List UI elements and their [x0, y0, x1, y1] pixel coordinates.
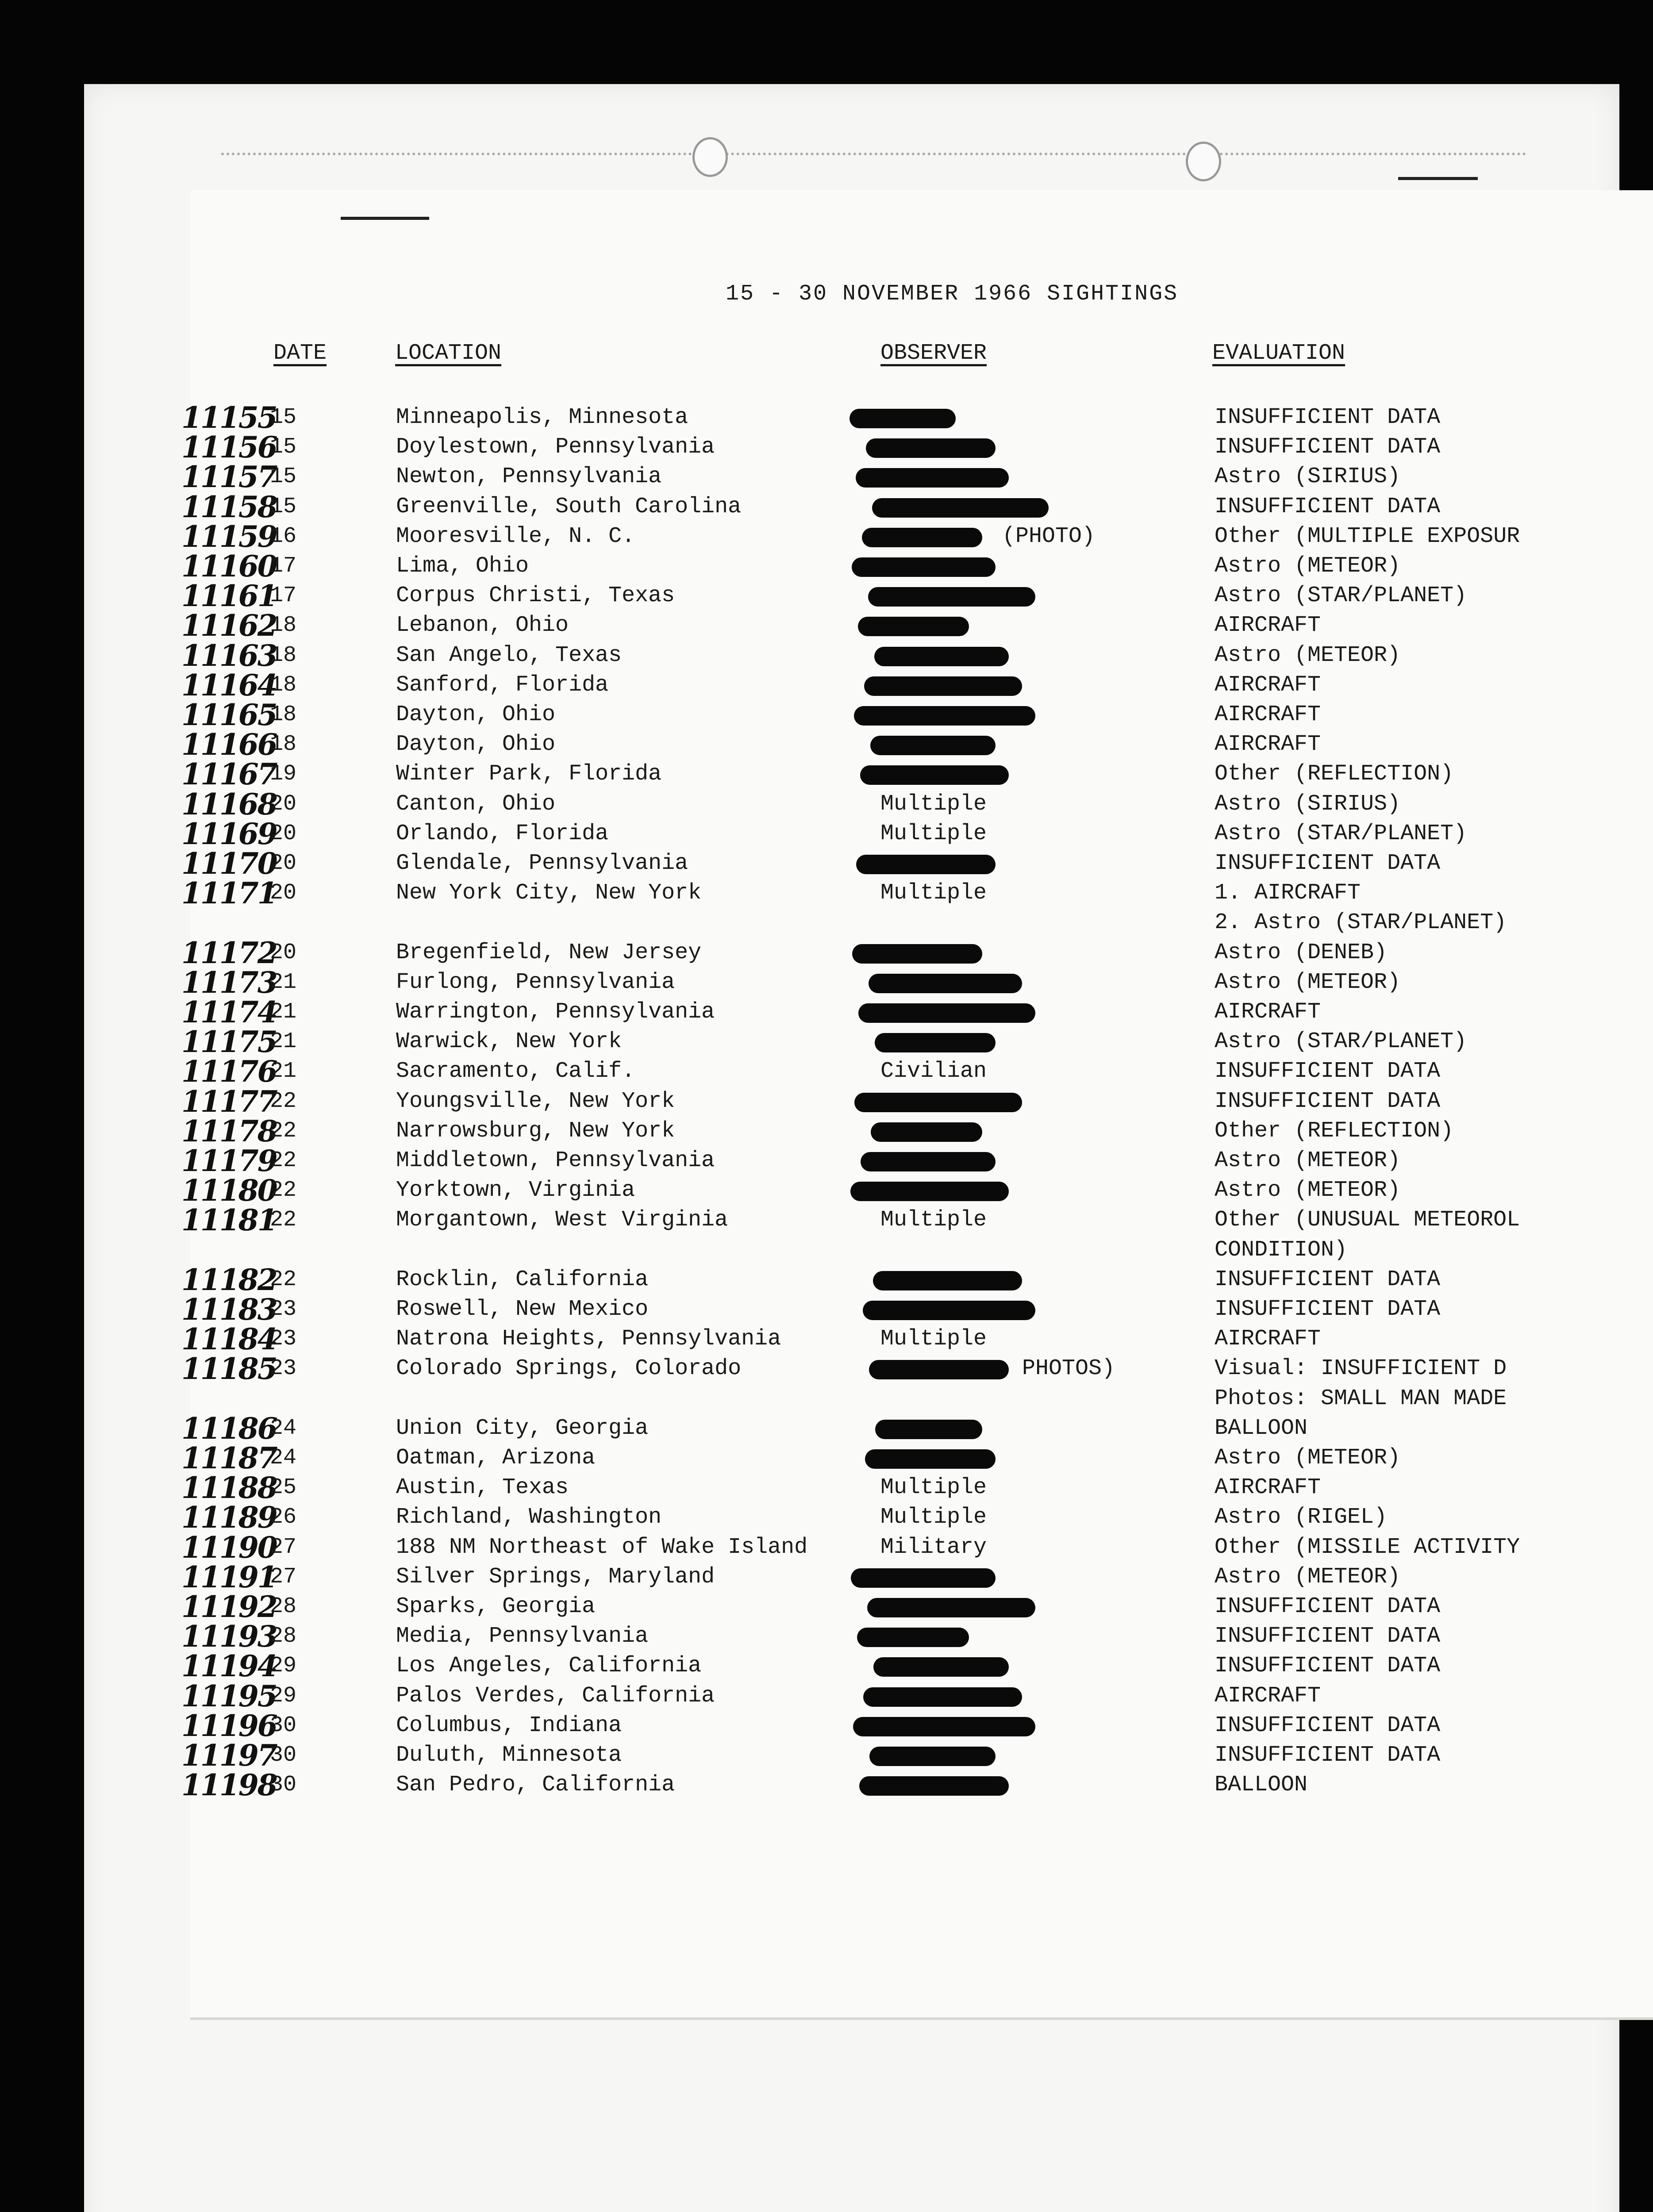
table-row	[0, 1294, 1653, 1325]
evaluation-cell: 2. Astro (STAR/PLANET)	[1215, 910, 1507, 936]
location-cell: Colorado Springs, Colorado	[396, 1356, 742, 1382]
redaction-bar	[861, 1152, 996, 1171]
date-day: 15	[270, 494, 297, 519]
case-number: 11176	[181, 1054, 277, 1089]
location-cell: 188 NM Northeast of Wake Island	[396, 1534, 808, 1560]
evaluation-cell: Photos: SMALL MAN MADE	[1215, 1386, 1507, 1411]
table-row	[0, 549, 1653, 584]
redaction-bar	[866, 438, 996, 458]
case-number: 11169	[181, 816, 277, 851]
case-number: 11197	[181, 1738, 277, 1773]
redaction-bar	[850, 409, 956, 428]
table-row	[0, 460, 1653, 495]
date-day: 22	[270, 1148, 297, 1173]
location-cell: Silver Springs, Maryland	[396, 1564, 715, 1590]
location-cell: Columbus, Indiana	[396, 1713, 622, 1738]
redaction-bar	[875, 1033, 996, 1052]
evaluation-cell: Astro (METEOR)	[1215, 969, 1401, 995]
evaluation-cell: INSUFFICIENT DATA	[1215, 1267, 1441, 1292]
table-row	[0, 1146, 1653, 1176]
location-cell: Rocklin, California	[396, 1267, 649, 1292]
table-row	[0, 489, 1653, 524]
observer-cell: Multiple	[880, 821, 987, 846]
date-day: 18	[270, 702, 297, 727]
observer-cell: Multiple	[880, 880, 987, 906]
location-cell: Lebanon, Ohio	[396, 613, 569, 638]
redaction-bar	[851, 1568, 996, 1588]
evaluation-cell: INSUFFICIENT DATA	[1215, 405, 1441, 430]
case-number: 11157	[181, 460, 277, 495]
redaction-bar	[871, 1122, 982, 1142]
evaluation-cell: INSUFFICIENT DATA	[1215, 851, 1441, 876]
date-day: 18	[270, 732, 297, 757]
perforation-line	[221, 153, 1526, 155]
date-day: 20	[270, 851, 297, 876]
table-row	[0, 908, 1653, 938]
case-number: 11192	[181, 1590, 277, 1624]
redaction-bar	[863, 1301, 1035, 1320]
evaluation-cell: CONDITION)	[1215, 1237, 1348, 1263]
redaction-bar	[856, 855, 996, 874]
binder-hole-right	[1186, 142, 1221, 181]
case-number: 11161	[181, 579, 277, 614]
observer-cell: Multiple	[880, 1326, 987, 1352]
case-number: 11178	[181, 1114, 277, 1148]
case-number: 11158	[181, 489, 277, 524]
case-number: 11184	[181, 1322, 277, 1357]
evaluation-cell: INSUFFICIENT DATA	[1215, 1088, 1441, 1114]
evaluation-cell: AIRCRAFT	[1215, 1475, 1321, 1501]
evaluation-cell: INSUFFICIENT DATA	[1215, 1594, 1441, 1619]
table-row	[0, 787, 1653, 822]
table-row	[0, 1649, 1653, 1684]
date-day: 30	[270, 1713, 297, 1738]
location-cell: New York City, New York	[396, 880, 702, 906]
table-row	[0, 935, 1653, 970]
evaluation-cell: Astro (SIRIUS)	[1215, 791, 1401, 817]
location-cell: Dayton, Ohio	[396, 702, 556, 727]
evaluation-cell: Other (MISSILE ACTIVITY	[1215, 1534, 1520, 1560]
evaluation-cell: Astro (DENEB)	[1215, 940, 1388, 965]
case-number: 11191	[181, 1559, 277, 1594]
redaction-bar	[852, 557, 996, 577]
evaluation-cell: INSUFFICIENT DATA	[1215, 1713, 1441, 1738]
location-cell: Corpus Christi, Texas	[396, 583, 675, 609]
evaluation-cell: Astro (METEOR)	[1215, 1148, 1401, 1173]
observer-cell: Multiple	[880, 791, 987, 817]
case-number: 11179	[181, 1144, 277, 1178]
case-number: 11171	[181, 876, 277, 911]
table-row	[0, 1738, 1653, 1773]
location-cell: Minneapolis, Minnesota	[396, 405, 688, 430]
table-row	[0, 1708, 1653, 1743]
location-cell: Roswell, New Mexico	[396, 1297, 649, 1322]
location-cell: Sanford, Florida	[396, 672, 609, 698]
location-cell: Winter Park, Florida	[396, 761, 662, 787]
table-row	[0, 1443, 1653, 1473]
evaluation-cell: Astro (STAR/PLANET)	[1215, 821, 1467, 846]
table-row	[0, 1354, 1653, 1384]
case-number: 11198	[181, 1768, 277, 1803]
observer-cell: Multiple	[880, 1475, 987, 1501]
evaluation-cell: AIRCRAFT	[1215, 702, 1321, 727]
table-row	[0, 700, 1653, 730]
evaluation-cell: AIRCRAFT	[1215, 613, 1321, 638]
evaluation-cell: Astro (METEOR)	[1215, 553, 1401, 579]
table-row	[0, 1413, 1653, 1444]
table-row	[0, 1025, 1653, 1060]
date-day: 27	[270, 1564, 297, 1590]
redaction-bar	[874, 647, 1009, 666]
evaluation-cell: INSUFFICIENT DATA	[1215, 1624, 1441, 1649]
location-cell: San Pedro, California	[396, 1772, 675, 1798]
case-number: 11155	[181, 400, 277, 435]
redaction-bar	[868, 587, 1035, 607]
date-day: 21	[270, 1029, 297, 1055]
redaction-bar	[857, 1628, 969, 1647]
case-number: 11196	[181, 1708, 277, 1743]
header-date: DATE	[273, 341, 327, 366]
date-day: 28	[270, 1594, 297, 1619]
location-cell: Palos Verdes, California	[396, 1683, 715, 1709]
location-cell: Dayton, Ohio	[396, 732, 556, 757]
date-day: 23	[270, 1326, 297, 1352]
location-cell: Austin, Texas	[396, 1475, 569, 1501]
redaction-bar	[875, 1420, 982, 1439]
redaction-bar	[869, 974, 1022, 993]
redaction-bar	[867, 1598, 1035, 1617]
evaluation-cell: INSUFFICIENT DATA	[1215, 1743, 1441, 1768]
date-day: 17	[270, 583, 297, 609]
case-number: 11182	[181, 1262, 277, 1297]
case-number: 11162	[181, 608, 277, 643]
table-row	[0, 1500, 1653, 1535]
location-cell: Warwick, New York	[396, 1029, 622, 1055]
date-day: 16	[270, 523, 297, 549]
case-number: 11168	[181, 787, 277, 822]
evaluation-cell: Other (UNUSUAL METEOROL	[1215, 1207, 1520, 1233]
evaluation-cell: 1. AIRCRAFT	[1215, 880, 1361, 906]
evaluation-cell: AIRCRAFT	[1215, 1683, 1321, 1709]
header-evaluation: EVALUATION	[1212, 341, 1345, 366]
case-number: 11185	[181, 1352, 277, 1386]
evaluation-cell: Astro (METEOR)	[1215, 1178, 1401, 1203]
date-day: 21	[270, 969, 297, 995]
redaction-bar	[854, 706, 1035, 726]
observer-cell: PHOTOS)	[1022, 1356, 1115, 1382]
case-number: 11187	[181, 1441, 277, 1475]
case-number: 11186	[181, 1411, 277, 1446]
case-number: 11172	[181, 935, 277, 970]
redaction-bar	[864, 676, 1022, 696]
observer-cell: Military	[880, 1534, 987, 1560]
date-day: 20	[270, 880, 297, 906]
date-day: 22	[270, 1178, 297, 1203]
evaluation-cell: INSUFFICIENT DATA	[1215, 1297, 1441, 1322]
evaluation-cell: BALLOON	[1215, 1772, 1308, 1798]
location-cell: Natrona Heights, Pennsylvania	[396, 1326, 781, 1352]
observer-cell: (PHOTO)	[1002, 523, 1096, 549]
redaction-bar	[859, 1776, 1009, 1796]
date-day: 22	[270, 1118, 297, 1144]
date-day: 29	[270, 1683, 297, 1709]
redaction-bar	[872, 498, 1049, 518]
observer-cell: Multiple	[880, 1207, 987, 1233]
evaluation-cell: Astro (METEOR)	[1215, 642, 1401, 668]
redaction-bar	[852, 944, 982, 964]
location-cell: Middletown, Pennsylvania	[396, 1148, 715, 1173]
case-number: 11163	[181, 638, 277, 673]
case-number: 11156	[181, 430, 277, 465]
evaluation-cell: BALLOON	[1215, 1415, 1308, 1441]
location-cell: San Angelo, Texas	[396, 642, 622, 668]
redaction-bar	[853, 1717, 1035, 1736]
date-day: 20	[270, 791, 297, 817]
evaluation-cell: INSUFFICIENT DATA	[1215, 1059, 1441, 1084]
case-number: 11160	[181, 549, 277, 584]
location-cell: Furlong, Pennsylvania	[396, 969, 675, 995]
location-cell: Greenville, South Carolina	[396, 494, 742, 519]
location-cell: Media, Pennsylvania	[396, 1624, 649, 1649]
header-location: LOCATION	[395, 341, 502, 366]
table-row	[0, 579, 1653, 614]
evaluation-cell: Other (MULTIPLE EXPOSUR	[1215, 523, 1520, 549]
table-row	[0, 1203, 1653, 1238]
evaluation-cell: INSUFFICIENT DATA	[1215, 434, 1441, 460]
table-row	[0, 430, 1653, 465]
location-cell: Doylestown, Pennsylvania	[396, 434, 715, 460]
table-row	[0, 997, 1653, 1027]
case-number: 11183	[181, 1292, 277, 1327]
date-day: 19	[270, 761, 297, 787]
case-number: 11189	[181, 1500, 277, 1535]
redaction-bar	[862, 528, 982, 547]
date-day: 27	[270, 1534, 297, 1560]
evaluation-cell: Astro (SIRIUS)	[1215, 464, 1401, 490]
location-cell: Bregenfield, New Jersey	[396, 940, 702, 965]
redaction-bar	[850, 1182, 1009, 1201]
date-day: 22	[270, 1267, 297, 1292]
redaction-bar	[873, 1657, 1009, 1677]
table-row	[0, 876, 1653, 911]
case-number: 11190	[181, 1530, 277, 1565]
redaction-bar	[869, 1747, 996, 1766]
evaluation-cell: Astro (METEOR)	[1215, 1445, 1401, 1471]
redaction-bar	[873, 1271, 1022, 1290]
date-day: 18	[270, 613, 297, 638]
document-title: 15 - 30 NOVEMBER 1966 SIGHTINGS	[726, 281, 1179, 307]
redaction-bar	[869, 1360, 1009, 1379]
date-day: 17	[270, 553, 297, 579]
evaluation-cell: Astro (METEOR)	[1215, 1564, 1401, 1590]
redaction-bar	[854, 1093, 1022, 1112]
table-row	[0, 1473, 1653, 1503]
location-cell: Morgantown, West Virginia	[396, 1207, 728, 1233]
date-day: 23	[270, 1297, 297, 1322]
case-number: 11181	[181, 1203, 277, 1238]
table-row	[0, 727, 1653, 762]
table-row	[0, 1678, 1653, 1713]
case-number: 11165	[181, 698, 277, 732]
table-row	[0, 1592, 1653, 1622]
date-day: 24	[270, 1445, 297, 1471]
date-day: 15	[270, 405, 297, 430]
redaction-bar	[858, 617, 969, 636]
redaction-bar	[858, 1003, 1035, 1023]
date-day: 25	[270, 1475, 297, 1501]
header-observer: OBSERVER	[880, 341, 987, 366]
table-row	[0, 1175, 1653, 1206]
table-row	[0, 519, 1653, 554]
evaluation-cell: INSUFFICIENT DATA	[1215, 1653, 1441, 1679]
location-cell: Orlando, Florida	[396, 821, 609, 846]
table-row	[0, 608, 1653, 643]
case-number: 11175	[181, 1025, 277, 1060]
case-number: 11166	[181, 727, 277, 762]
evaluation-cell: Astro (RIGEL)	[1215, 1505, 1388, 1530]
evaluation-cell: Astro (STAR/PLANET)	[1215, 583, 1467, 609]
date-day: 15	[270, 464, 297, 490]
evaluation-cell: Other (REFLECTION)	[1215, 761, 1454, 787]
case-number: 11194	[181, 1649, 277, 1684]
date-day: 26	[270, 1505, 297, 1530]
redaction-bar	[863, 1687, 1022, 1707]
location-cell: Glendale, Pennsylvania	[396, 851, 688, 876]
case-number: 11188	[181, 1471, 277, 1505]
evaluation-cell: AIRCRAFT	[1215, 732, 1321, 757]
redaction-bar	[870, 736, 996, 755]
location-cell: Warrington, Pennsylvania	[396, 999, 715, 1025]
location-cell: Canton, Ohio	[396, 791, 556, 817]
table-row	[0, 1559, 1653, 1594]
table-row	[0, 757, 1653, 792]
case-number: 11195	[181, 1678, 277, 1713]
location-cell: Oatman, Arizona	[396, 1445, 596, 1471]
table-row	[0, 1384, 1653, 1414]
date-day: 22	[270, 1207, 297, 1233]
redaction-bar	[860, 765, 1009, 785]
location-cell: Youngsville, New York	[396, 1088, 675, 1114]
table-row	[0, 668, 1653, 703]
margin-mark-right	[1398, 177, 1478, 180]
evaluation-cell: Astro (STAR/PLANET)	[1215, 1029, 1467, 1055]
case-number: 11164	[181, 668, 277, 703]
case-number: 11174	[181, 995, 277, 1029]
location-cell: Richland, Washington	[396, 1505, 662, 1530]
table-row	[0, 638, 1653, 673]
evaluation-cell: Other (REFLECTION)	[1215, 1118, 1454, 1144]
date-day: 30	[270, 1743, 297, 1768]
table-row	[0, 846, 1653, 881]
date-day: 29	[270, 1653, 297, 1679]
evaluation-cell: INSUFFICIENT DATA	[1215, 494, 1441, 519]
case-number: 11167	[181, 757, 277, 792]
evaluation-cell: AIRCRAFT	[1215, 999, 1321, 1025]
case-number: 11170	[181, 846, 277, 881]
date-day: 22	[270, 1088, 297, 1114]
observer-cell: Multiple	[880, 1505, 987, 1530]
location-cell: Sparks, Georgia	[396, 1594, 596, 1619]
date-day: 18	[270, 642, 297, 668]
date-day: 20	[270, 940, 297, 965]
evaluation-cell: Visual: INSUFFICIENT D	[1215, 1356, 1507, 1382]
location-cell: Mooresville, N. C.	[396, 523, 635, 549]
table-row	[0, 1084, 1653, 1119]
table-row	[0, 816, 1653, 851]
case-number: 11173	[181, 965, 277, 1000]
date-day: 30	[270, 1772, 297, 1798]
case-number: 11193	[181, 1619, 277, 1654]
location-cell: Lima, Ohio	[396, 553, 529, 579]
table-row	[0, 1532, 1653, 1563]
table-row	[0, 1768, 1653, 1803]
case-number: 11159	[181, 519, 277, 554]
redaction-bar	[856, 468, 1009, 488]
table-row	[0, 1262, 1653, 1297]
date-day: 15	[270, 434, 297, 460]
case-number: 11180	[181, 1173, 277, 1208]
redaction-bar	[865, 1449, 996, 1469]
table-row	[0, 1116, 1653, 1146]
date-day: 21	[270, 1059, 297, 1084]
table-row	[0, 965, 1653, 1000]
observer-cell: Civilian	[880, 1059, 987, 1084]
date-day: 18	[270, 672, 297, 698]
table-row	[0, 1322, 1653, 1357]
location-cell: Los Angeles, California	[396, 1653, 702, 1679]
table-row	[0, 1056, 1653, 1087]
evaluation-cell: AIRCRAFT	[1215, 1326, 1321, 1352]
date-day: 20	[270, 821, 297, 846]
date-day: 24	[270, 1415, 297, 1441]
location-cell: Narrowsburg, New York	[396, 1118, 675, 1144]
binder-hole-left	[692, 137, 728, 177]
case-number: 11177	[181, 1084, 277, 1119]
date-day: 21	[270, 999, 297, 1025]
table-row	[0, 1235, 1653, 1265]
evaluation-cell: AIRCRAFT	[1215, 672, 1321, 698]
date-day: 23	[270, 1356, 297, 1382]
location-cell: Union City, Georgia	[396, 1415, 649, 1441]
location-cell: Newton, Pennsylvania	[396, 464, 662, 490]
location-cell: Sacramento, Calif.	[396, 1059, 635, 1084]
location-cell: Duluth, Minnesota	[396, 1743, 622, 1768]
table-row	[0, 400, 1653, 435]
margin-mark-left	[341, 217, 429, 220]
location-cell: Yorktown, Virginia	[396, 1178, 635, 1203]
date-day: 28	[270, 1624, 297, 1649]
table-row	[0, 1619, 1653, 1654]
